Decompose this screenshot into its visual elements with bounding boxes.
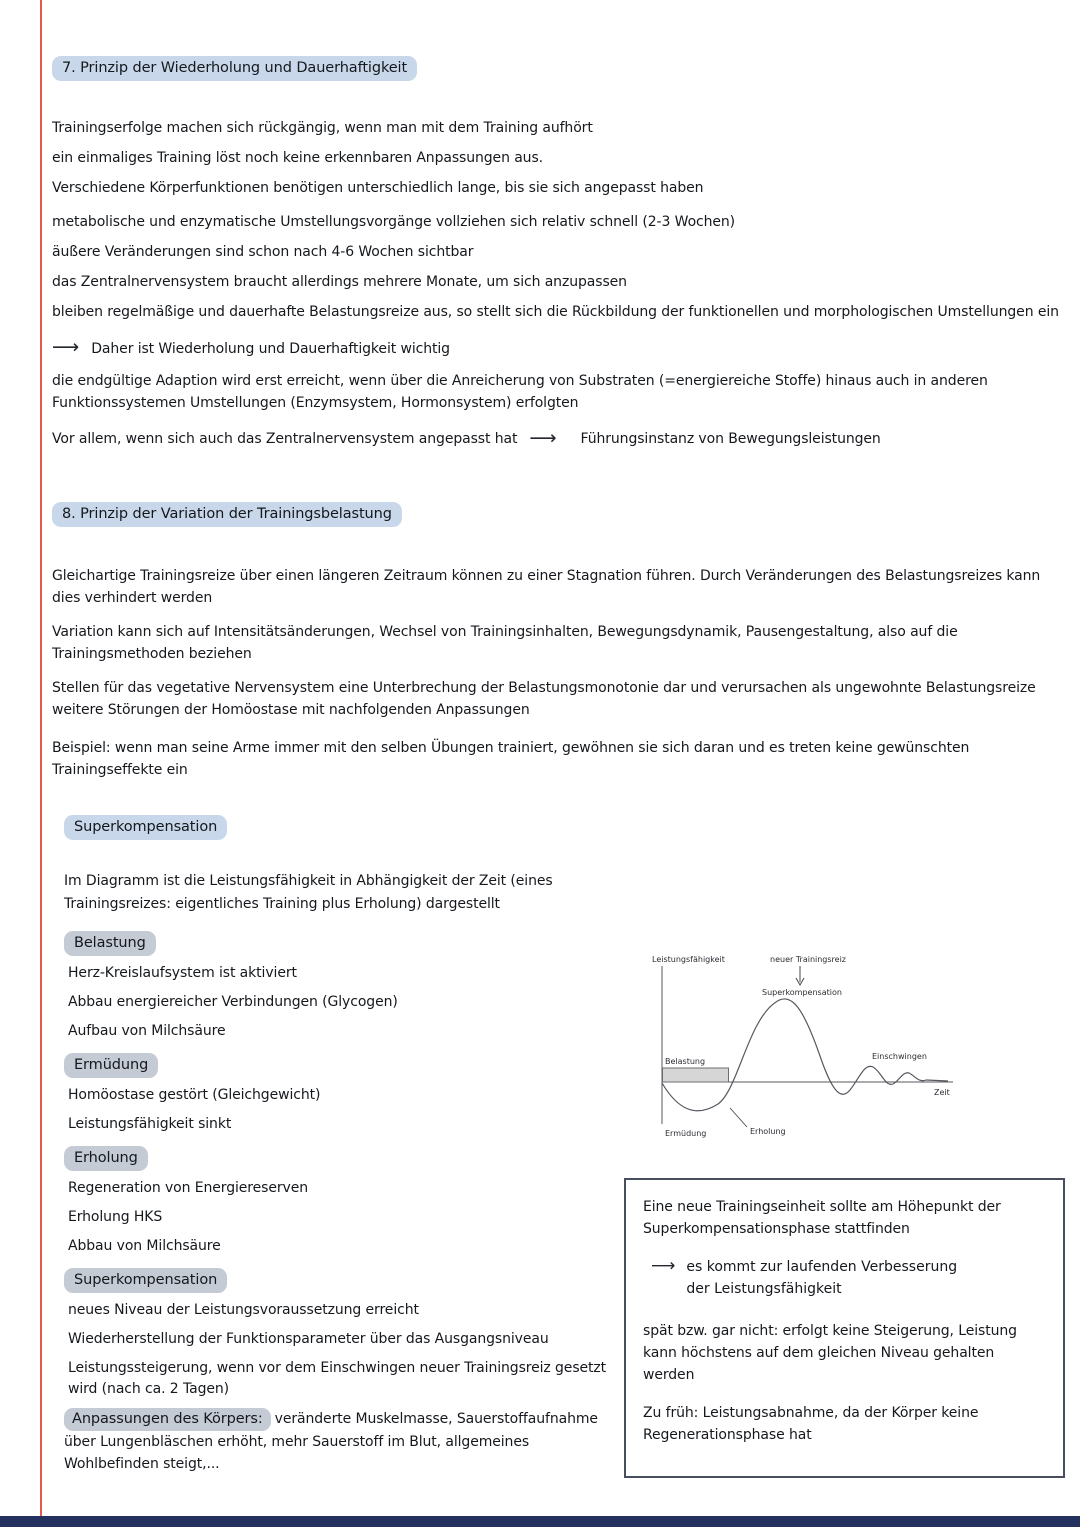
list-item: Homöostase gestört (Gleichgewicht) (68, 1087, 321, 1103)
diagram-svg (650, 952, 972, 1146)
list-item: Abbau von Milchsäure (68, 1238, 221, 1254)
list-item: Erholung HKS (68, 1209, 163, 1225)
conclusion-note (52, 337, 1066, 360)
supercompensation-diagram (650, 952, 972, 1146)
zns-note (52, 428, 1066, 450)
info-box-too-early-text: Zu früh: Leistungsabnahme, da der Körper keine Regenerationsphase hat (643, 1405, 979, 1443)
phase-erholung (64, 1143, 642, 1257)
phase-label: Ermüdung (64, 1053, 158, 1078)
phase-superkompensation (64, 1265, 642, 1400)
paragraph: äußere Veränderungen sind schon nach 4-6 Wochen sichtbar (52, 244, 474, 260)
diagram-label-ermuedung: Ermüdung (665, 1129, 707, 1138)
diagram-label-new-stimulus: neuer Trainingsreiz (770, 955, 847, 964)
long-arrow-right-icon: ⟶ (651, 1256, 676, 1276)
list-item: Aufbau von Milchsäure (68, 1023, 226, 1039)
list-item: Leistungsfähigkeit sinkt (68, 1116, 232, 1132)
phase-label: Erholung (64, 1146, 148, 1171)
phase-label: Belastung (64, 931, 156, 956)
zns-text-before: Vor allem, wenn sich auch das Zentralnervensystem angepasst hat (52, 431, 518, 447)
info-box-main-text: Eine neue Trainingseinheit sollte am Höhepunkt der Superkompensationsphase stattfinden (643, 1199, 1001, 1237)
diagram-label-zeit: Zeit (934, 1088, 950, 1097)
paragraph: Gleichartige Trainingsreize über einen längeren Zeitraum können zu einer Stagnation führen. Durch Veränderungen des Belastungsreizes kann dies verhindert werden (52, 568, 1041, 606)
paragraph: die endgültige Adaption wird erst erreicht, wenn über die Anreicherung von Substraten (=energiereiche Stoffe) hinaus auch in anderen Funktionssystemen Umstellungen (Enzymsystem, Hormonsystem) erfolgten (52, 373, 988, 411)
diagram-label-einschwingen: Einschwingen (872, 1052, 927, 1061)
diagram-intro-text: Im Diagramm ist die Leistungsfähigkeit in Abhängigkeit der Zeit (eines Trainingsreizes: eigentliches Training plus Erholung) dargestellt (64, 873, 553, 912)
superkompensation-heading: Superkompensation (64, 815, 227, 840)
page-footer-bar (0, 1516, 1080, 1527)
list-item: Wiederherstellung der Funktionsparameter über das Ausgangsniveau (68, 1331, 549, 1347)
section-7-heading: 7. Prinzip der Wiederholung und Dauerhaftigkeit (52, 56, 417, 81)
diagram-label-y-axis: Leistungsfähigkeit (652, 955, 725, 964)
superkompensation-notes-column (64, 870, 642, 1475)
list-item: Leistungssteigerung, wenn vor dem Einschwingen neuer Trainingsreiz gesetzt wird (nach ca. 2 Tagen) (68, 1360, 607, 1397)
erholung-pointer-line (730, 1108, 747, 1127)
phase-label: Superkompensation (64, 1268, 227, 1293)
belastung-block (663, 1068, 729, 1082)
list-item: Herz-Kreislaufsystem ist aktiviert (68, 965, 297, 981)
info-box (624, 1178, 1065, 1478)
long-arrow-right-icon: ⟶ (529, 427, 557, 449)
paragraph: Beispiel: wenn man seine Arme immer mit den selben Übungen trainiert, gewöhnen sie sich daran und es treten keine gewünschten Trainingseffekte ein (52, 740, 970, 778)
paragraph: das Zentralnervensystem braucht allerdings mehrere Monate, um sich anzupassen (52, 274, 627, 290)
info-box-too-late-text: spät bzw. gar nicht: erfolgt keine Steigerung, Leistung kann höchstens auf dem gleichen Niveau gehalten werden (643, 1323, 1017, 1383)
anpassungen-paragraph (64, 1408, 612, 1475)
zns-text-after: Führungsinstanz von Bewegungsleistungen (580, 431, 881, 447)
phase-ermuedung (64, 1050, 642, 1135)
conclusion-text: Daher ist Wiederholung und Dauerhaftigkeit wichtig (91, 341, 450, 357)
paragraph: Stellen für das vegetative Nervensystem eine Unterbrechung der Belastungsmonotonie dar und verursachen als ungewohnte Belastungsreize weitere Störungen der Homöostase mit nachfolgenden Anpassungen (52, 680, 1036, 718)
paragraph: bleiben regelmäßige und dauerhafte Belastungsreize aus, so stellt sich die Rückbildung der funktionellen und morphologischen Umstellungen ein (52, 304, 1059, 320)
long-arrow-right-icon: ⟶ (52, 336, 80, 358)
info-box-arrow-text: es kommt zur laufenden Verbesserung der Leistungsfähigkeit (686, 1259, 958, 1297)
paragraph: metabolische und enzymatische Umstellungsvorgänge vollziehen sich relativ schnell (2-3 Wochen) (52, 214, 736, 230)
list-item: neues Niveau der Leistungsvoraussetzung erreicht (68, 1302, 419, 1318)
paragraph: ein einmaliges Training löst noch keine erkennbaren Anpassungen aus. (52, 150, 543, 166)
list-item: Regeneration von Energiereserven (68, 1180, 309, 1196)
phase-belastung (64, 928, 642, 1042)
anpassungen-label: Anpassungen des Körpers: (64, 1408, 271, 1431)
notebook-margin-line (40, 0, 42, 1527)
info-box-arrow-note (651, 1256, 1046, 1300)
paragraph: Verschiedene Körperfunktionen benötigen unterschiedlich lange, bis sie sich angepasst haben (52, 180, 704, 196)
diagram-label-superkompensation: Superkompensation (762, 988, 842, 997)
diagram-label-erholung: Erholung (750, 1127, 786, 1136)
paragraph: Trainingserfolge machen sich rückgängig, wenn man mit dem Training aufhört (52, 120, 593, 136)
diagram-label-belastung: Belastung (665, 1057, 706, 1066)
anpassungen-text: veränderte Muskelmasse, Sauerstoffaufnahme über Lungenbläschen erhöht, mehr Sauerstoff im Blut, allgemeines Wohlbefinden steigt,... (64, 1411, 598, 1472)
paragraph: Variation kann sich auf Intensitätsänderungen, Wechsel von Trainingsinhalten, Bewegungsdynamik, Pausengestaltung, also auf die Trainingsmethoden beziehen (52, 624, 958, 662)
list-item: Abbau energiereicher Verbindungen (Glycogen) (68, 994, 398, 1010)
section-8-heading: 8. Prinzip der Variation der Trainingsbelastung (52, 502, 402, 527)
